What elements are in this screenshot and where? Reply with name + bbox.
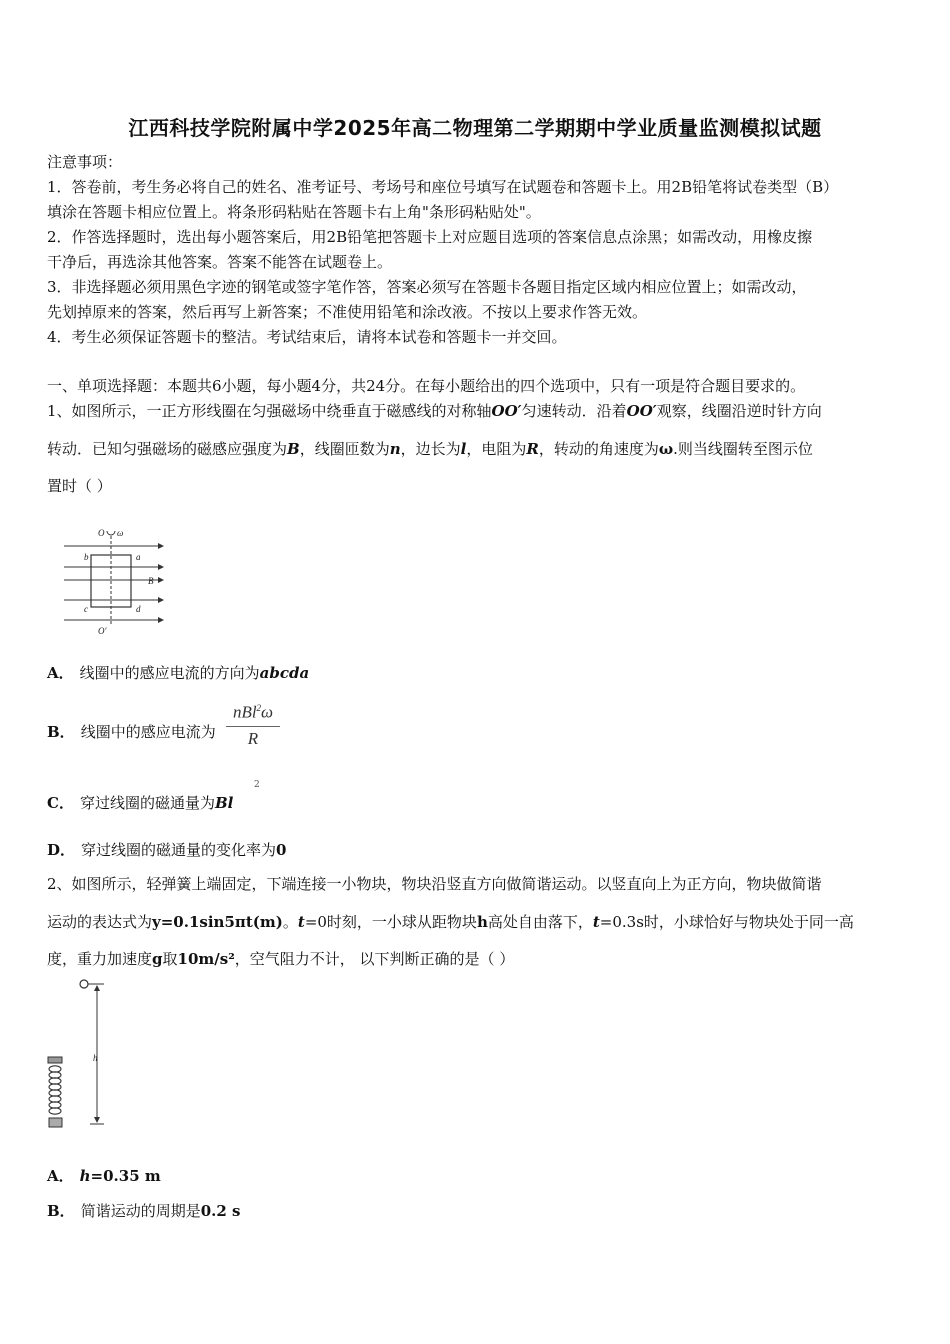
q1-option-c[interactable]: C． 穿过线圈的磁通量为Bl [47, 794, 234, 812]
notice-line-3: 2．作答选择题时，选出每小题答案后，用2B铅笔把答题卡上对应题目选项的答案信息点涂黑；如需改动，用橡皮擦 [47, 228, 813, 246]
label-omega: ω [117, 528, 124, 538]
label-O-prime: O′ [98, 626, 107, 636]
q1-coil-figure [60, 522, 170, 638]
q2-option-a[interactable]: A． h=0.35 m [47, 1167, 161, 1185]
arrowhead-icon [158, 564, 164, 570]
q2-line-2: 运动的表达式为y=0.1sin5πt(m)。t=0时刻，一小球从距物块h高处自由落下，t=0.3s时，小球恰好与物块处于同一高 [47, 913, 854, 931]
q1-option-b[interactable]: B． 线圈中的感应电流为 [47, 723, 216, 741]
q2-spring-figure [40, 975, 120, 1135]
notice-line-1: 1．答卷前，考生务必将自己的姓名、准考证号、考场号和座位号填写在试题卷和答题卡上。用2B铅笔将试卷类型（B） [47, 178, 839, 196]
label-B: B [148, 576, 154, 586]
label-O: O [98, 528, 105, 538]
arrowhead-icon [158, 617, 164, 623]
notice-line-2: 填涂在答题卡相应位置上。将条形码粘贴在答题卡右上角"条形码粘贴处"。 [47, 203, 541, 221]
spring-support [48, 1057, 62, 1063]
arrow-down-icon [94, 1117, 100, 1123]
q2-option-b[interactable]: B． 简谐运动的周期是0.2 s [47, 1202, 241, 1220]
q1-option-c-exponent: 2 [254, 780, 260, 790]
q2-line-1: 2、如图所示，轻弹簧上端固定，下端连接一小物块，物块沿竖直方向做简谐运动。以竖直向上为正方向，物块做简谐 [47, 875, 822, 893]
label-h: h [93, 1053, 98, 1063]
arrowhead-icon [158, 577, 164, 583]
q1-option-a[interactable]: A． 线圈中的感应电流的方向为abcda [47, 664, 310, 682]
spring-coils [49, 1066, 61, 1114]
notice-line-4: 干净后，再选涂其他答案。答案不能答在试题卷上。 [47, 253, 393, 271]
notice-heading: 注意事项： [47, 153, 123, 171]
label-a: a [136, 552, 141, 562]
section-heading: 一、单项选择题：本题共6小题，每小题4分，共24分。在每小题给出的四个选项中，只有一项是符合题目要求的。 [47, 377, 806, 395]
q1-line-1: 1、如图所示，一正方形线圈在匀强磁场中绕垂直于磁感线的对称轴OO′匀速转动．沿着OO′观察，线圈沿逆时针方向 [47, 402, 822, 420]
q1-line-3: 置时（ ） [47, 477, 112, 495]
arrow-up-icon [94, 985, 100, 991]
block-mass [49, 1118, 62, 1127]
q1-option-d[interactable]: D． 穿过线圈的磁通量的变化率为0 [47, 841, 287, 859]
arrowhead-icon [158, 597, 164, 603]
page-title: 江西科技学院附属中学2025年高二物理第二学期期中学业质量监测模拟试题 [128, 116, 822, 140]
label-c: c [84, 604, 88, 614]
q1-line-2: 转动．已知匀强磁场的磁感应强度为B，线圈匝数为n，边长为l，电阻为R，转动的角速度为ω.则当线圈转至图示位 [47, 440, 813, 458]
notice-line-7: 4．考生必须保证答题卡的整洁。考试结束后，请将本试卷和答题卡一并交回。 [47, 328, 567, 346]
q2-line-3: 度，重力加速度g取10m/s²，空气阻力不计， 以下判断正确的是（ ） [47, 950, 515, 968]
label-d: d [136, 604, 141, 614]
q1-option-b-fraction: nBl$^2$ω R [226, 697, 280, 751]
falling-ball [80, 980, 88, 988]
rotation-arrow-icon [107, 531, 115, 535]
arrowhead-icon [158, 543, 164, 549]
label-b: b [84, 552, 89, 562]
notice-line-6: 先划掉原来的答案，然后再写上新答案；不准使用铅笔和涂改液。不按以上要求作答无效。 [47, 303, 648, 321]
notice-line-5: 3．非选择题必须用黑色字迹的钢笔或签字笔作答，答案必须写在答题卡各题目指定区域内相应位置上；如需改动， [47, 278, 807, 296]
